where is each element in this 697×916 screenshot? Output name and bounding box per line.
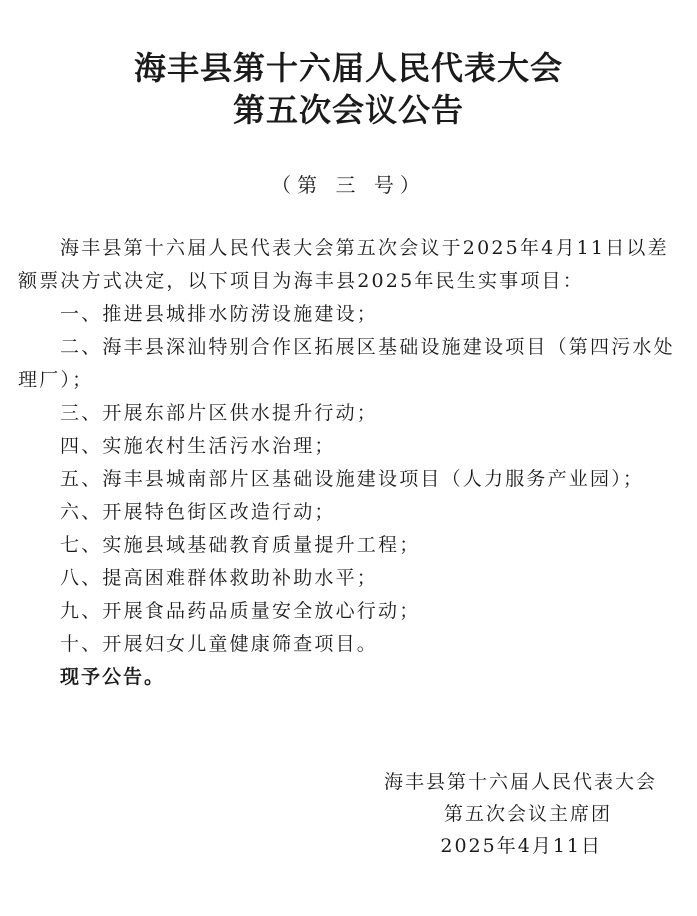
signature-org-line2: 第五次会议主席团	[443, 803, 612, 825]
list-item-9: 九、开展食品药品质量安全放心行动；	[60, 600, 421, 622]
signature-block	[327, 766, 657, 862]
list-item-7: 七、实施县域基础教育质量提升工程；	[60, 534, 421, 556]
document-body	[18, 232, 686, 694]
list-item-6: 六、开展特色街区改造行动；	[60, 501, 336, 523]
signature-date: 2025年4月11日	[440, 835, 602, 857]
document-number: （第 三 号）	[271, 173, 426, 197]
list-item-3: 三、开展东部片区供水提升行动；	[60, 402, 379, 424]
list-item-8: 八、提高困难群体救助补助水平；	[60, 567, 379, 589]
list-item-4: 四、实施农村生活污水治理；	[60, 435, 336, 457]
list-item-2: 二、海丰县深汕特别合作区拓展区基础设施建设项目（第四污水处理厂）；	[18, 336, 675, 391]
list-item-1: 一、推进县城排水防涝设施建设；	[60, 303, 379, 325]
intro-paragraph: 海丰县第十六届人民代表大会第五次会议于2025年4月11日以差额票决方式决定，以下项目为海丰县2025年民生实事项目：	[18, 237, 669, 292]
closing-notice: 现予公告。	[60, 666, 166, 688]
list-item-5: 五、海丰县城南部片区基础设施建设项目（人力服务产业园）；	[60, 468, 645, 490]
document-title-line2: 第五次会议公告	[232, 91, 464, 129]
signature-org-line1: 海丰县第十六届人民代表大会	[383, 771, 657, 793]
document-title-line1: 海丰县第十六届人民代表大会	[133, 49, 563, 87]
list-item-10: 十、开展妇女儿童健康筛查项目。	[60, 633, 379, 655]
